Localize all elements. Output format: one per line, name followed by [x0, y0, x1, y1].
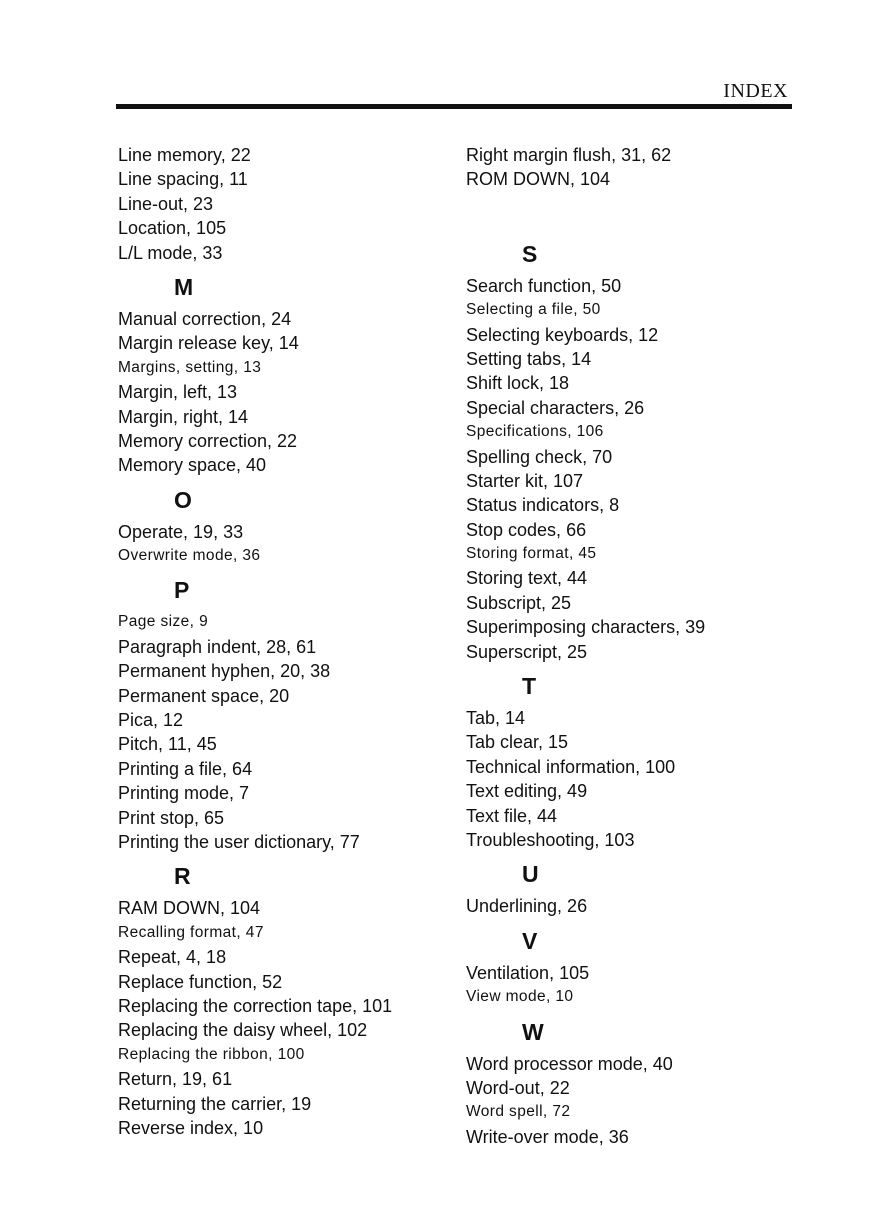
index-entry: Manual correction, 24 — [118, 308, 292, 329]
index-entry: Word spell, 72 — [466, 1103, 571, 1121]
index-entry: Word processor mode, 40 — [466, 1053, 673, 1074]
index-entry: Printing the user dictionary, 77 — [118, 831, 360, 852]
index-entry: Repeat, 4, 18 — [118, 947, 227, 968]
entry-group-p — [118, 610, 448, 854]
index-entry: Line-out, 23 — [118, 193, 214, 214]
index-entry: Margins, setting, 13 — [118, 358, 262, 376]
index-entry: Pica, 12 — [118, 710, 184, 731]
index-entry: Operate, 19, 33 — [118, 521, 244, 542]
entry-group-l — [118, 143, 448, 265]
section-letter-p: P — [174, 577, 190, 604]
index-entry: Status indicators, 8 — [466, 495, 620, 516]
index-column-left — [118, 143, 448, 1140]
entry-group-u — [466, 894, 796, 918]
index-entry: Paragraph indent, 28, 61 — [118, 636, 317, 657]
index-entry: Special characters, 26 — [466, 397, 645, 418]
index-entry: Permanent hyphen, 20, 38 — [118, 661, 331, 682]
index-entry: Tab, 14 — [466, 708, 526, 729]
section-letter-v: V — [522, 927, 538, 954]
index-column-right — [466, 143, 796, 1149]
index-entry: Specifications, 106 — [466, 423, 604, 441]
index-entry: Margin, left, 13 — [118, 382, 238, 403]
index-entry: Return, 19, 61 — [118, 1069, 233, 1090]
section-letter-s: S — [522, 240, 538, 267]
index-entry: Reverse index, 10 — [118, 1117, 264, 1138]
section-letter-t: T — [522, 673, 537, 700]
index-entry: View mode, 10 — [466, 988, 574, 1006]
index-entry: Replacing the daisy wheel, 102 — [118, 1020, 368, 1041]
entry-group-r — [118, 896, 448, 1140]
index-entry: Superscript, 25 — [466, 641, 588, 662]
index-entry: Ventilation, 105 — [466, 962, 590, 983]
entry-group-s — [466, 274, 796, 664]
index-entry: Print stop, 65 — [118, 807, 225, 828]
index-entry: Printing a file, 64 — [118, 758, 253, 779]
index-entry: Selecting keyboards, 12 — [466, 324, 659, 345]
entry-group-o — [118, 520, 448, 569]
section-letter-m: M — [174, 273, 194, 300]
entry-group-v — [466, 961, 796, 1010]
section-letter-w: W — [522, 1018, 544, 1045]
index-entry: ROM DOWN, 104 — [466, 169, 611, 190]
spacer — [466, 192, 796, 232]
entry-group-m — [118, 307, 448, 478]
index-entry: Starter kit, 107 — [466, 470, 584, 491]
section-letter-o: O — [174, 486, 192, 513]
index-entry: Write-over mode, 36 — [466, 1126, 629, 1147]
index-entry: Superimposing characters, 39 — [466, 617, 706, 638]
index-entry: Subscript, 25 — [466, 592, 572, 613]
entry-group-r-cont — [466, 143, 796, 192]
page-title: INDEX — [723, 80, 788, 102]
index-entry: Overwrite mode, 36 — [118, 547, 261, 565]
index-entry: Right margin flush, 31, 62 — [466, 145, 672, 165]
index-entry: Location, 105 — [118, 218, 227, 239]
index-entry: Line spacing, 11 — [118, 169, 248, 190]
index-entry: Word-out, 22 — [466, 1077, 570, 1098]
index-entry: Search function, 50 — [466, 275, 622, 296]
index-entry: Stop codes, 66 — [466, 519, 587, 540]
index-entry: Troubleshooting, 103 — [466, 829, 635, 850]
index-entry: Text file, 44 — [466, 805, 558, 826]
entry-group-t — [466, 706, 796, 852]
index-entry: Replacing the correction tape, 101 — [118, 995, 393, 1016]
index-entry: Recalling format, 47 — [118, 923, 264, 941]
index-entry: Shift lock, 18 — [466, 373, 570, 394]
index-entry: Returning the carrier, 19 — [118, 1093, 312, 1114]
index-entry: RAM DOWN, 104 — [118, 898, 261, 919]
index-entry: Memory space, 40 — [118, 455, 267, 476]
index-entry: Replace function, 52 — [118, 971, 283, 992]
index-entry: Setting tabs, 14 — [466, 348, 592, 369]
index-entry: Margin release key, 14 — [118, 333, 299, 354]
index-entry: Pitch, 11, 45 — [118, 734, 217, 755]
index-entry: Line memory, 22 — [118, 145, 251, 165]
index-entry: L/L mode, 33 — [118, 242, 223, 263]
index-entry: Memory correction, 22 — [118, 430, 298, 451]
section-letter-r: R — [174, 863, 191, 890]
index-entry: Margin, right, 14 — [118, 406, 249, 427]
entry-group-w — [466, 1052, 796, 1150]
index-entry: Printing mode, 7 — [118, 783, 250, 804]
index-entry: Text editing, 49 — [466, 781, 588, 802]
index-entry: Page size, 9 — [118, 613, 209, 631]
index-entry: Technical information, 100 — [466, 756, 676, 777]
index-entry: Tab clear, 15 — [466, 732, 569, 753]
index-entry: Replacing the ribbon, 100 — [118, 1045, 305, 1063]
section-letter-u: U — [522, 861, 539, 888]
index-entry: Underlining, 26 — [466, 896, 588, 917]
index-entry: Permanent space, 20 — [118, 685, 290, 706]
index-entry: Storing text, 44 — [466, 568, 588, 589]
index-entry: Selecting a file, 50 — [466, 301, 601, 319]
index-entry: Storing format, 45 — [466, 545, 597, 563]
header-rule — [116, 104, 792, 109]
index-entry: Spelling check, 70 — [466, 446, 613, 467]
